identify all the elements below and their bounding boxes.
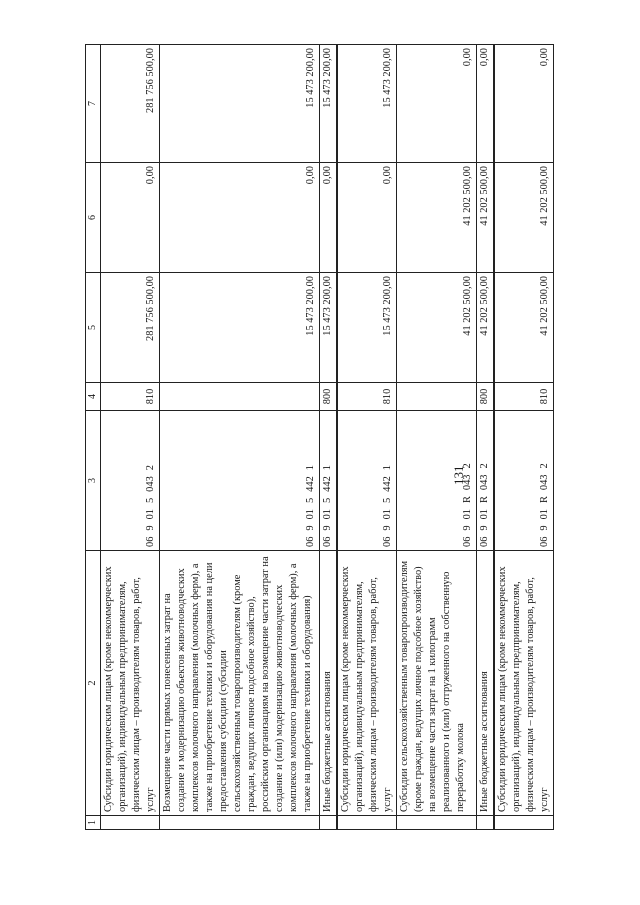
budget-code-part: 01: [478, 509, 490, 520]
budget-code-part: 043: [539, 474, 551, 491]
row-amount-col5: 15 473 200,00: [337, 273, 397, 383]
row-index-cell: [159, 816, 319, 830]
row-description: Иные бюджетные ассигнования: [319, 551, 337, 816]
row-amount-col7: 0,00: [476, 45, 494, 163]
row-budget-code: [100, 411, 159, 551]
budget-code-part: 5: [381, 497, 393, 504]
budget-code-part: 2: [461, 463, 473, 469]
col-header-6: 6: [86, 163, 101, 273]
budget-code-part: R: [461, 496, 473, 504]
budget-code-part: 01: [461, 509, 473, 520]
budget-code-part: 06: [478, 536, 490, 547]
row-amount-col6: 0,00: [159, 163, 319, 273]
budget-code-part: 5: [144, 497, 156, 504]
budget-code-part: 9: [539, 525, 551, 531]
budget-code-part: 1: [381, 465, 393, 471]
budget-code-part: 01: [321, 509, 333, 520]
row-description: Иные бюджетные ассигнования: [476, 551, 494, 816]
row-expense-type: 810: [337, 383, 397, 411]
page-number: 131: [451, 465, 466, 485]
row-amount-col6: 0,00: [100, 163, 159, 273]
budget-code-part: 1: [304, 465, 316, 471]
row-index-cell: [396, 816, 476, 830]
table-row: [494, 45, 554, 830]
row-description: Возмещение части прямых понесенных затрат на создание и модернизацию объектов животноводческих комплексов молочного направления (молочных ферм), а также на приобретение техники и оборудования на цели предоставления субсидии (субсидии сельскохозяйственным товаропроизводителям (кроме граждан, ведущих личное подсобное хозяйство), российским организациям на возмещение части затрат на создание и (или) модернизацию животноводческих комплексов молочного направления (молочных ферм), а также на приобретение техники и оборудования): [159, 551, 319, 816]
col-header-5: 5: [86, 273, 101, 383]
budget-code-part: 01: [144, 509, 156, 520]
row-amount-col6: 41 202 500,00: [396, 163, 476, 273]
budget-code-part: 9: [144, 525, 156, 531]
row-expense-type: [396, 383, 476, 411]
table-row: [476, 45, 494, 830]
row-expense-type: 810: [100, 383, 159, 411]
row-description: Субсидии юридическим лицам (кроме некоммерческих организаций), индивидуальным предпринимателям, физическим лицам – производителям товаров, работ, услуг: [337, 551, 397, 816]
table-row: [100, 45, 159, 830]
budget-code-part: 9: [304, 525, 316, 531]
row-amount-col7: 0,00: [396, 45, 476, 163]
row-amount-col6: 41 202 500,00: [494, 163, 554, 273]
row-amount-col5: 15 473 200,00: [319, 273, 337, 383]
row-expense-type: 800: [476, 383, 494, 411]
row-amount-col7: 281 756 500,00: [100, 45, 159, 163]
row-budget-code: [159, 411, 319, 551]
budget-code-part: 5: [321, 497, 333, 504]
row-index-cell: [100, 816, 159, 830]
budget-code-part: 442: [381, 476, 393, 492]
budget-code-part: 06: [321, 536, 333, 547]
budget-code-part: 043: [461, 474, 473, 491]
row-description: Субсидии сельскохозяйственным товаропроизводителям (кроме граждан, ведущих личное подсобное хозяйство) на возмещение части затрат на 1 килограмм реализованного и (или) отгруженного на собственную переработку молока: [396, 551, 476, 816]
row-index-cell: [476, 816, 494, 830]
row-expense-type: 810: [494, 383, 554, 411]
row-budget-code: [494, 411, 554, 551]
table-row: [319, 45, 337, 830]
budget-code-part: 442: [304, 476, 316, 492]
budget-code-part: 06: [144, 536, 156, 547]
col-header-7: 7: [86, 45, 101, 163]
row-budget-code: [337, 411, 397, 551]
table-row: [337, 45, 397, 830]
budget-code-part: 1: [321, 465, 333, 471]
row-amount-col5: 41 202 500,00: [396, 273, 476, 383]
budget-code-part: 9: [321, 525, 333, 531]
budget-code-part: 043: [478, 474, 490, 491]
budget-code-part: 2: [144, 465, 156, 471]
table-row: [159, 45, 319, 830]
row-budget-code: [476, 411, 494, 551]
budget-code-part: 06: [539, 536, 551, 547]
row-index-cell: [337, 816, 397, 830]
row-amount-col6: 41 202 500,00: [476, 163, 494, 273]
row-budget-code: [396, 411, 476, 551]
row-index-cell: [494, 816, 554, 830]
budget-code-part: 5: [304, 497, 316, 504]
col-header-2: 2: [86, 551, 101, 816]
row-description: Субсидии юридическим лицам (кроме некоммерческих организаций), индивидуальным предпринимателям, физическим лицам – производителям товаров, работ, услуг: [494, 551, 554, 816]
budget-code-part: 2: [539, 463, 551, 469]
rotated-page: [85, 45, 555, 845]
budget-code-part: 01: [304, 509, 316, 520]
budget-code-part: 06: [304, 536, 316, 547]
row-amount-col5: 15 473 200,00: [159, 273, 319, 383]
row-description: Субсидии юридическим лицам (кроме некоммерческих организаций), индивидуальным предпринимателям, физическим лицам – производителям товаров, работ, услуг: [100, 551, 159, 816]
row-amount-col7: 15 473 200,00: [337, 45, 397, 163]
budget-code-part: 9: [461, 525, 473, 531]
budget-table: [85, 44, 554, 830]
row-amount-col6: 0,00: [337, 163, 397, 273]
budget-code-part: 442: [321, 476, 333, 492]
budget-code-part: 06: [381, 536, 393, 547]
row-amount-col7: 15 473 200,00: [319, 45, 337, 163]
budget-code-part: 2: [478, 463, 490, 469]
table-row: [396, 45, 476, 830]
row-amount-col7: 0,00: [494, 45, 554, 163]
row-expense-type: [159, 383, 319, 411]
row-amount-col7: 15 473 200,00: [159, 45, 319, 163]
row-amount-col6: 0,00: [319, 163, 337, 273]
budget-code-part: R: [478, 496, 490, 504]
row-amount-col5: 41 202 500,00: [476, 273, 494, 383]
budget-code-part: R: [539, 496, 551, 504]
budget-code-part: 01: [539, 509, 551, 520]
row-expense-type: 800: [319, 383, 337, 411]
budget-code-part: 9: [478, 525, 490, 531]
header-row: [86, 45, 101, 830]
col-header-4: 4: [86, 383, 101, 411]
col-header-1: 1: [86, 816, 101, 830]
row-amount-col5: 41 202 500,00: [494, 273, 554, 383]
budget-code-part: 9: [381, 525, 393, 531]
row-amount-col5: 281 756 500,00: [100, 273, 159, 383]
row-index-cell: [319, 816, 337, 830]
budget-code-part: 06: [461, 536, 473, 547]
row-budget-code: [319, 411, 337, 551]
budget-code-part: 01: [381, 509, 393, 520]
col-header-3: 3: [86, 411, 101, 551]
budget-code-part: 043: [144, 476, 156, 492]
